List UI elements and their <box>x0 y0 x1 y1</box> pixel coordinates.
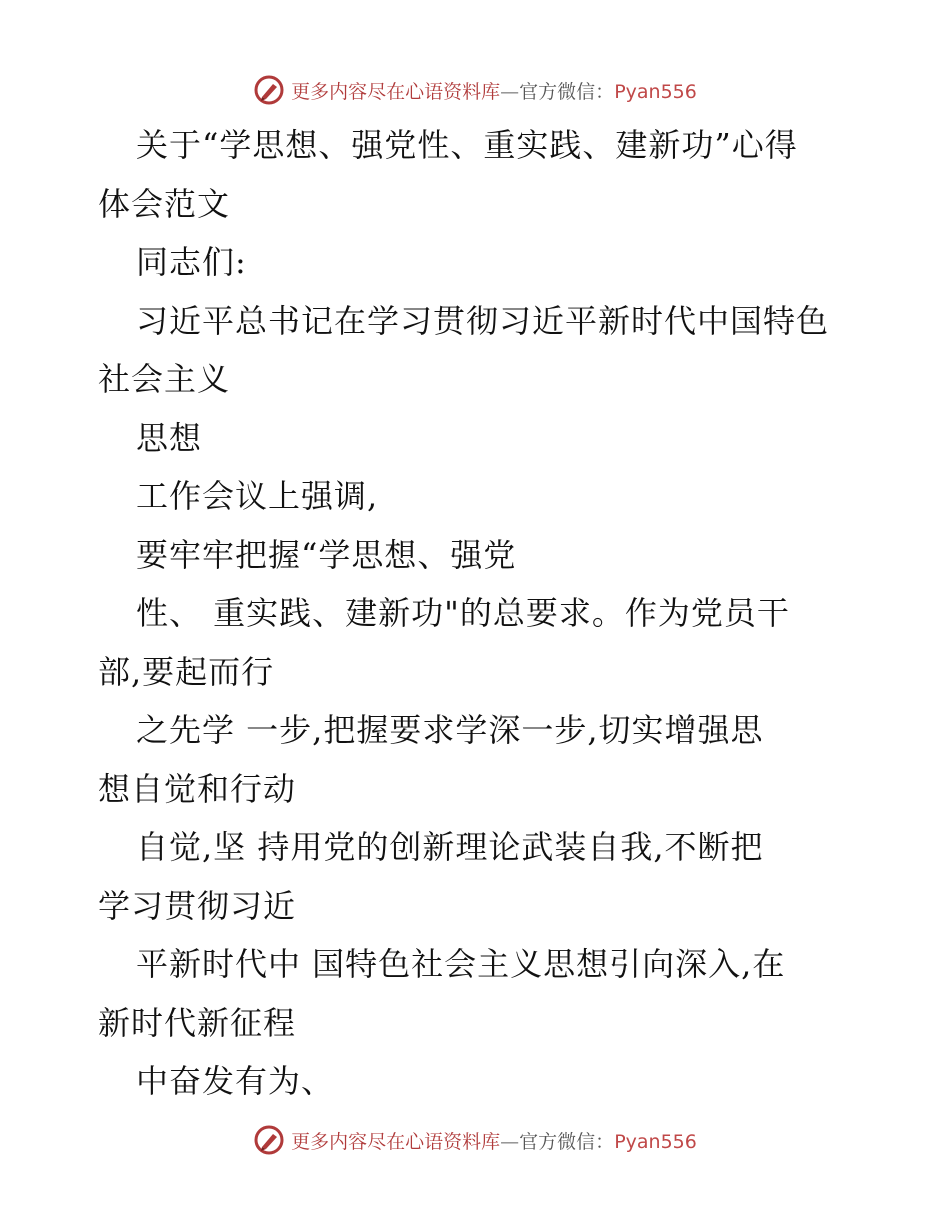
pen-seal-logo-icon <box>253 1124 285 1156</box>
header-banner <box>0 72 950 108</box>
text-line: 部,要起而行 <box>98 652 275 691</box>
text-line: 工作会议上强调, <box>136 477 379 515</box>
text-line: 自觉,坚 持用党的创新理论武装自我,不断把 <box>136 828 764 866</box>
text-line: 同志们: <box>136 243 247 281</box>
text-line: 社会主义 <box>98 360 231 398</box>
text-line: 想自觉和行动 <box>98 769 297 808</box>
footer-banner <box>0 1122 950 1158</box>
banner-text: 更多内容尽在心语资料库—官方微信：Pyan556 <box>291 80 697 103</box>
text-line: 学习贯彻习近 <box>98 886 297 925</box>
document-body <box>98 116 868 1111</box>
text-line: 思想 <box>136 418 203 457</box>
text-line: 性、 重实践、建新功"的总要求。作为党员干 <box>136 594 790 632</box>
text-line: 新时代新征程 <box>98 1003 297 1042</box>
text-line: 体会范文 <box>98 184 231 223</box>
text-line: 平新时代中 国特色社会主义思想引向深入,在 <box>136 945 786 983</box>
text-line: 中奋发有为、 <box>136 1062 335 1100</box>
text-line: 之先学 一步,把握要求学深一步,切实增强思 <box>136 711 764 749</box>
text-line: 要牢牢把握“学思想、强党 <box>136 535 517 574</box>
text-line: 关于“学思想、强党性、重实践、建新功”心得 <box>136 126 798 164</box>
pen-seal-logo-icon <box>253 74 285 106</box>
banner-text: 更多内容尽在心语资料库—官方微信：Pyan556 <box>291 1130 697 1153</box>
text-line: 习近平总书记在学习贯彻习近平新时代中国特色 <box>136 301 830 340</box>
